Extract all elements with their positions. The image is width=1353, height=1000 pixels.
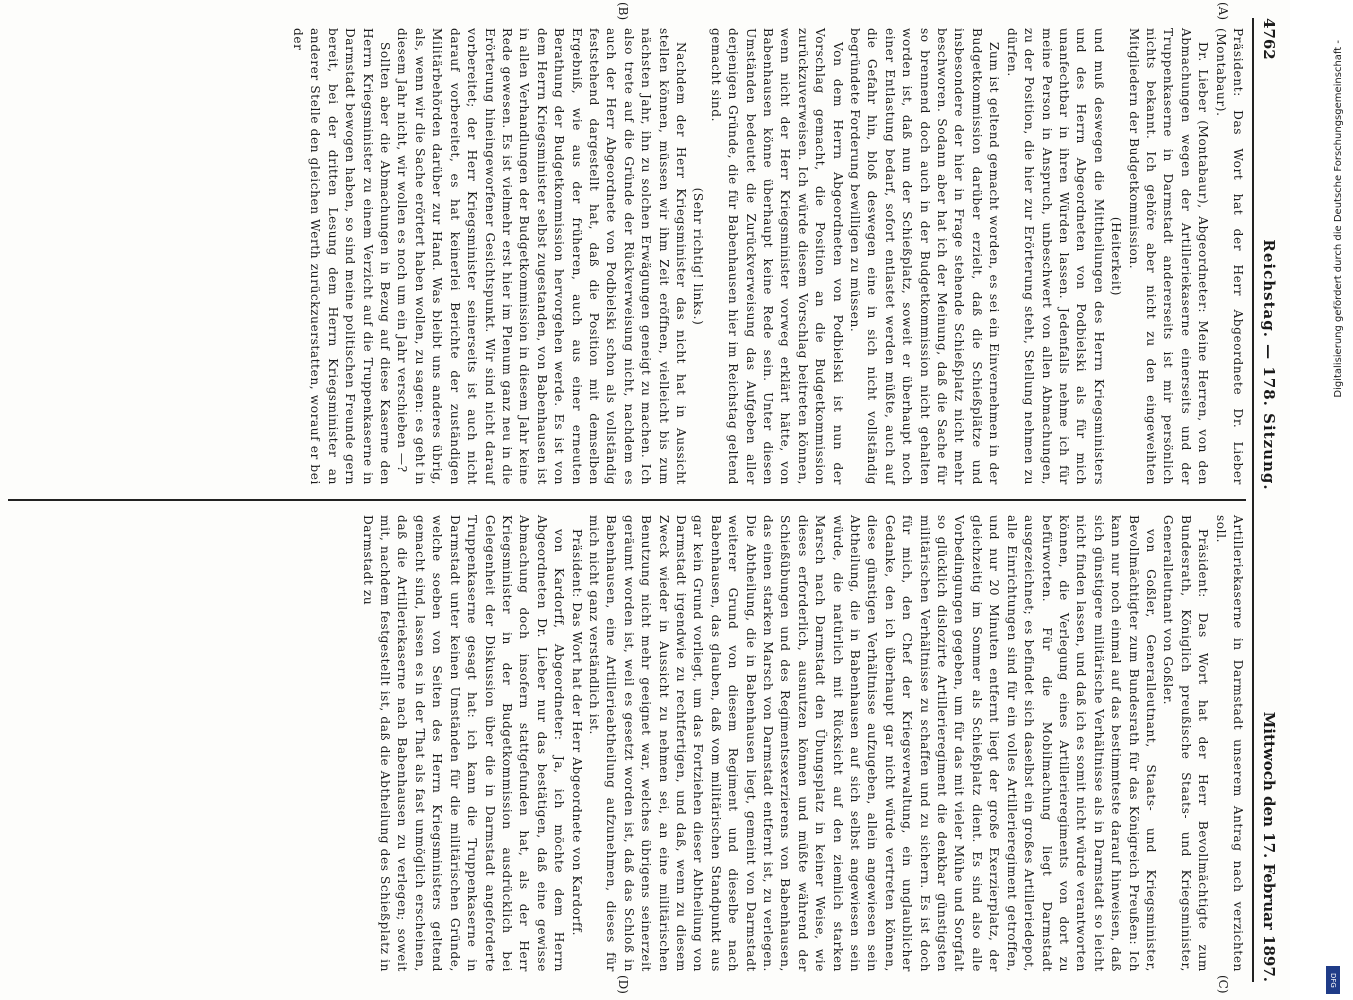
paragraph: Sollten aber die Abmachungen in Bezug auf diese Kaserne den Herrn Kriegsminister zu einem Verzicht auf die Truppenkaserne in Darmstadt bewogen haben, so sind meine politischen Freunde gern bereit, bei der dritten Lesung dem Herrn Kriegsminister an anderer Stelle den gleichen Werth zurückzuerstatten, worauf er bei der: [291, 28, 393, 485]
margin-mark-c: (C): [1216, 975, 1230, 994]
paragraph: Dr. Lieber (Montabaur), Abgeordneter: Meine Herren, von den Abmachungen wegen der Artilleriekaserne einerseits und der Truppenkaserne in Darmstadt andererseits ist mir persönlich nichts bekannt. Ich gehöre aber nicht zu den eingeweihten Mitgliedern der Budgetkommission.: [1126, 28, 1211, 485]
margin-mark-b: (B): [616, 2, 630, 21]
paragraph: Von dem Herrn Abgeordneten von Podbielski ist nun der Vorschlag gemacht, die Position an die Budgetkommission zurückzuverweisen. Ich würde diesem Vorschlag beitreten können, wenn nicht der Herr Kriegsminister vorweg erklärt hätte, von Babenhausen könne überhaupt keine Rede sein. Unter diesen Umständen bedeutet die Zurückverweisung das Aufgeben aller derjenigen Gründe, die für Babenhausen hier im Reichstag geltend gemacht sind.: [708, 28, 845, 485]
session-date: Mittwoch den 17. Februar 1897.: [1260, 711, 1278, 982]
page-header: [1252, 18, 1284, 982]
paragraph: und muß deswegen die Mittheilungen des Herrn Kriegsministers und des Herrn Abgeordneten von Podbielski als für mich unanfechtbar in ihren Würden lassen. Jedenfalls nehme ich für meine Person in Anspruch, unbeschwert von allen Abmachungen, zu der Position, die hier zur Erörterung steht, Stellung nehmen zu dürfen.: [1004, 28, 1106, 485]
page-title: Reichstag. — 178. Sitzung.: [1260, 239, 1278, 491]
paragraph: Nachdem der Herr Kriegsminister das nicht hat in Aussicht stellen können, müssen wir ihm Zeit eröffnen, vielleicht bis zum nächsten Jahr, ihn zu solchen Erwägungen geneigt zu machen. Ich also trete auf die Gründe der Rückverweisung nicht, nachdem es auch der Herr Abgeordnete von Podbielski schon als vollständig feststehend dargestellt hat, daß die Position mit demselben Ergebniß, wie aus der früheren, auch aus einer erneuten Berathung der Budgetkommission hervorgehen werde. Es ist von dem Herrn Kriegsminister selbst zugestanden, von Babenhausen ist in allen Verhandlungen der Budgetkommission in diesem Jahr keine Rede gewesen. Es ist vielmehr erst hier im Plenum ganz neu in die Erörterung hineingeworfener Gesichtspunkt. Wir sind nicht darauf vorbereitet; der Herr Kriegsminister seinerseits ist auch nicht darauf vorbereitet, es hat keinerlei Berichte der zuständigen Militärbehörden darüber zur Hand. Was bleibt uns anderes übrig, als, wenn wir die Sache erörtert haben wollen, zu sagen: es geht in diesem Jahr nicht, wir wollen es noch um ein Jahr verschieben —?: [395, 28, 688, 485]
paragraph: von Goßler, Generalleutnant, Staats- und Kriegsminister, Bevollmächtigter zum Bundesrath für das Königreich Preußen: Ich kann nur noch einmal auf das bestimmteste darauf hinweisen, daß sich günstigere militärische Verhältnisse als in Darmstadt so leicht nicht finden lassen, und daß ich es somit nicht würde verantworten können, die Verlegung eines Artillerieregiments von dort zu befürworten. Für die Mobilmachung liegt Darmstadt ausgezeichnet; es befindet sich daselbst ein großes Artilleriedepot, alle Einrichtungen sind für ein volles Artillerieregiment getroffen, und nur 20 Minuten entfernt liegt der große Exerzierplatz, der gleichzeitig im Sommer als Schießplatz dient. Es sind also alle Vorbedingungen gegeben, um für das mit vieler Mühe und Sorgfalt so glücklich dislozirte Artillerieregiment die denkbar günstigsten militärischen Verhältnisse zu schaffen und zu sichern. Es ist doch für mich, den Chef der Kriegsverwaltung, ein unglaublicher Gedanke, den ich überhaupt gar nicht würde vertreten können, diese günstigen Verhältnisse aufzugeben, allein angewiesen sein Abtheilung, die in Babenhausen auf sich selbst angewiesen sein würde, die natürlich mit Rücksicht auf den ziemlich starken Marsch nach Darmstadt den Übungsplatz in keiner Weise, wie dieses erforderlich, ausnutzen können und müßte während der Schießübungen und des Regimentsexerzierens von Babenhausen, das einen starken Marsch von Darmstadt entfernt ist, zu verlegen. Die Abtheilung, die in Babenhausen liegt, gemeint von Darmstadt weiterer Grund von diesem Regiment und dieselbe nach Babenhausen, das glauben, daß vom militärischen Standpunkt aus gar kein Grund vorliegt, um das Fortziehen dieser Abtheilung von Darmstadt irgendwie zu rechtfertigen, und daß, wenn zu diesem Zweck wieder in Aussicht zu nehmen sei, an eine militärischen Benutzung nicht mehr geeignet war, welches übrigens seinerzeit geräumt worden ist, weil es gesetzt worden ist, daß das Schloß in Babenhausen, eine Artillerieabtheilung aufzunehmen, dieses für mich nicht ganz verständlich ist.: [586, 515, 1158, 972]
paragraph: Präsident: Das Wort hat der Herr Abgeordnete von Kardorff.: [569, 529, 584, 937]
footer-credit: Digitalisierung gefördert durch die Deutsche Forschungsgemeinschaft -: [1333, 40, 1344, 398]
margin-mark-d: (D): [616, 975, 630, 994]
dfg-logo: DFG: [1326, 966, 1340, 994]
column-divider: [8, 499, 1246, 501]
paragraph: von Kardorff, Abgeordneter: Ja, ich möchte dem Herrn Abgeordneten Dr. Lieber nur das bestätigen, daß eine gewisse Abmachung doch insofern stattgefunden hat, als der Herr Kriegsminister in der Budgetkommission ausdrücklich bei Gelegenheit der Diskussion über die in Darmstadt angeforderte Truppenkaserne gesagt hat: ich kann die Truppenkaserne in Darmstadt unter keinen Umständen für die militärischen Gründe, welche soeben von Seiten des Herrn Kriegsministers geltend gemacht sind, lassen es in der That als fast unmöglich erscheinen, daß die Artilleriekaserne nach Babenhausen zu verlegen; soweit mit, nachdem festgestellt ist, daß die Abtheilung des Schießplatz in Darmstadt zu: [360, 515, 567, 972]
digitization-footer: [1322, 0, 1352, 1000]
margin-mark-a: (A): [1216, 2, 1230, 21]
paragraph: Präsident: Das Wort hat der Herr Abgeordnete Dr. Lieber (Montabaur).: [1213, 28, 1245, 485]
page-number: 4762: [1260, 18, 1278, 60]
paragraph: Zum ist geltend gemacht worden, es sei ein Einvernehmen in der Budgetkommission darüber erzielt, daß die Schießplätze und insbesondere der hier in Frage stehende Schießplatz nicht mehr beschworen. Sodann aber hat ich der Meinung, daß die Sache für so brennend doch auch in der Budgetkommission nicht gehalten worden ist, daß nun der Schießplatz, soweit er überhaupt noch einer Entlastung bedarf, sofort entlastet werden müßte, auch auf die Gefahr hin, bloß deswegen eine in sich nicht vollständig begründete Forderung bewilligen zu müssen.: [848, 28, 1002, 485]
two-column-body: [8, 18, 1246, 982]
left-column: [8, 18, 1246, 495]
paragraph: Präsident: Das Wort hat der Herr Bevollmächtigte zum Bundesrath, Königlich preußische Staats- und Kriegsminister, Generalleutnant von Goßler.: [1161, 515, 1211, 972]
interjection: (Sehr richtig! links.): [691, 187, 706, 326]
right-column: [8, 505, 1246, 982]
paragraph: Artilleriekaserne in Darmstadt unserem Antrag nach verzichten soll.: [1213, 515, 1245, 972]
interjection: (Heiterkeit): [1109, 216, 1124, 297]
